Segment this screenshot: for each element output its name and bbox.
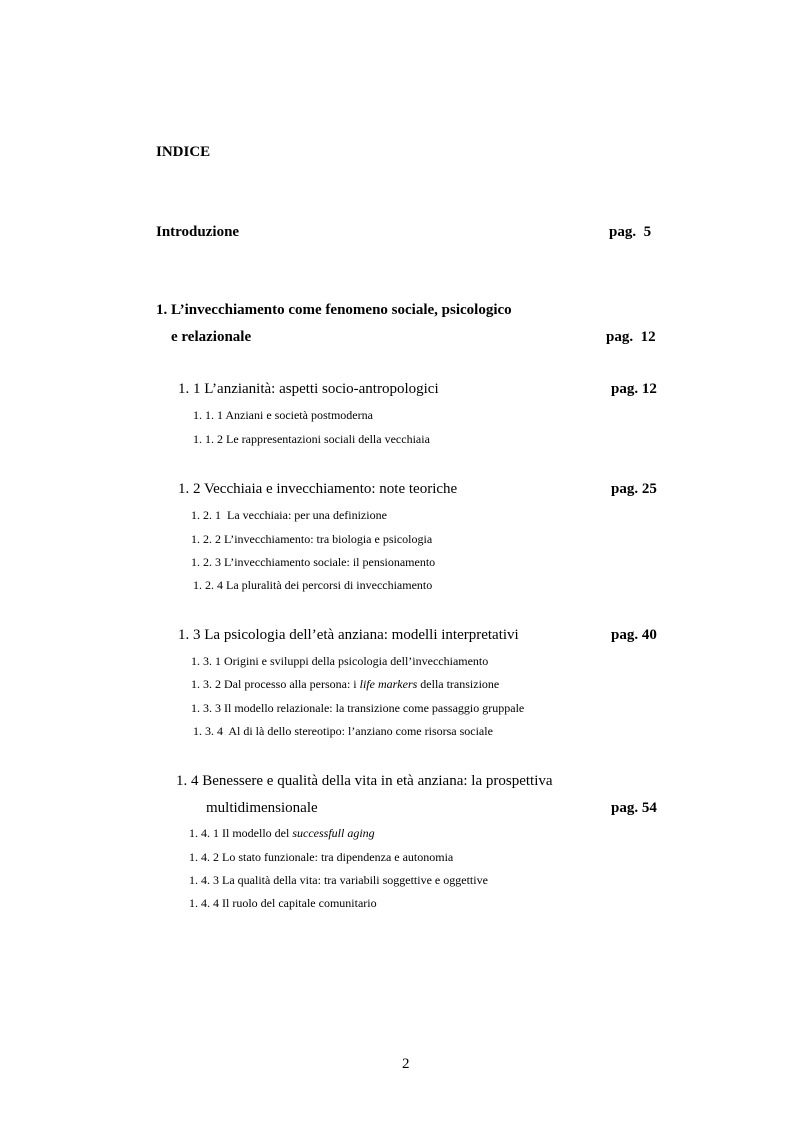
subsection-1-4-3: 1. 4. 3 La qualità della vita: tra variabili soggettive e oggettive (189, 873, 488, 887)
subsection-1-3-1: 1. 3. 1 Origini e sviluppi della psicologia dell’invecchiamento (191, 654, 489, 668)
intro-page: pag. 5 (609, 224, 652, 240)
subsection-1-3-2 (191, 677, 499, 692)
subsection-1-4-4: 1. 4. 4 Il ruolo del capitale comunitario (189, 896, 377, 910)
toc-heading: INDICE (156, 144, 211, 160)
intro-title: Introduzione (156, 224, 240, 240)
section-1-3-page: pag. 40 (611, 627, 657, 643)
chapter1-title-line2: e relazionale (171, 329, 252, 345)
section-1-4-title-line1: 1. 4 Benessere e qualità della vita in età anziana: la prospettiva (176, 773, 553, 789)
subsection-1-2-1: 1. 2. 1 La vecchiaia: per una definizione (191, 508, 387, 522)
subsection-1-2-2: 1. 2. 2 L’invecchiamento: tra biologia e psicologia (191, 532, 433, 546)
subsection-1-1-2: 1. 1. 2 Le rappresentazioni sociali della vecchiaia (193, 432, 430, 446)
subsection-1-4-2: 1. 4. 2 Lo stato funzionale: tra dipendenza e autonomia (189, 850, 454, 864)
page-number: 2 (402, 1056, 410, 1072)
subsection-1-4-1-pre: 1. 4. 1 Il modello del (189, 826, 293, 840)
subsection-1-3-2-pre: 1. 3. 2 Dal processo alla persona: i (191, 677, 360, 691)
section-1-1-page: pag. 12 (611, 381, 657, 397)
chapter1-page: pag. 12 (606, 329, 656, 345)
subsection-1-3-3: 1. 3. 3 Il modello relazionale: la transizione come passaggio gruppale (191, 701, 525, 715)
section-1-3-title: 1. 3 La psicologia dell’età anziana: modelli interpretativi (178, 627, 519, 643)
subsection-1-4-1 (189, 826, 375, 841)
subsection-1-3-4: 1. 3. 4 Al di là dello stereotipo: l’anziano come risorsa sociale (193, 724, 493, 738)
subsection-1-2-4: 1. 2. 4 La pluralità dei percorsi di invecchiamento (193, 578, 433, 592)
subsection-1-4-1-em: successfull aging (292, 826, 375, 840)
section-1-2-page: pag. 25 (611, 481, 657, 497)
subsection-1-1-1: 1. 1. 1 Anziani e società postmoderna (193, 408, 373, 422)
section-1-1-title: 1. 1 L’anzianità: aspetti socio-antropologici (178, 381, 439, 397)
subsection-1-3-2-post: della transizione (417, 677, 500, 691)
subsection-1-2-3: 1. 2. 3 L’invecchiamento sociale: il pensionamento (191, 555, 436, 569)
section-1-4-page: pag. 54 (611, 800, 657, 816)
section-1-2-title: 1. 2 Vecchiaia e invecchiamento: note teoriche (178, 481, 458, 497)
chapter1-title-line1: 1. L’invecchiamento come fenomeno sociale, psicologico (156, 302, 512, 318)
subsection-1-3-2-em: life markers (359, 677, 418, 691)
section-1-4-title-line2: multidimensionale (206, 800, 318, 816)
